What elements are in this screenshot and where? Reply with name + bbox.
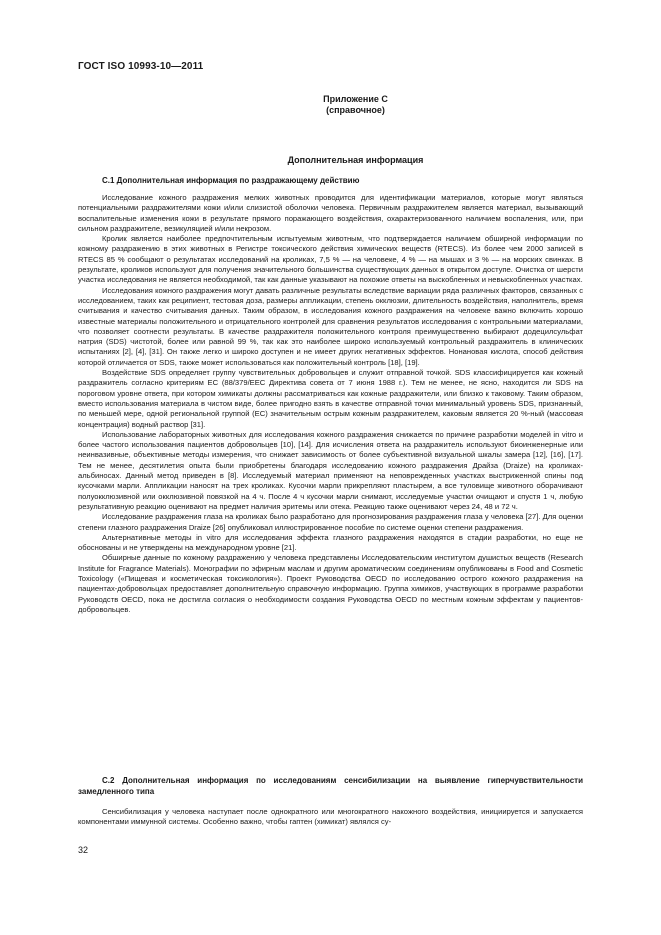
section-1-body [78, 193, 583, 615]
annex-type: (справочное) [326, 105, 385, 115]
paragraph: Исследование кожного раздражения мелких животных проводится для идентификации материалов, которые могут являться потенциальными раздражителями кожи и/или слизистой оболочки человека. Первичным раздражителем является материал, вызывающий воспалительные изменения кожи в результате прямого поражающего воздействия, охарактеризованного наличием воспаления, или, при сильном раздражителе, везикуляцией и/или некрозом. [78, 193, 583, 233]
paragraph: Использование лабораторных животных для исследования кожного раздражения снижается по причине разработки моделей in vitro и более частого использования пациентов добровольцев [10], [14]. Для исчисления ответа на раздражитель используют биоинженерные или неинвазивные, объективные методы измерения, что снижает зависимость от более субъективной визуальной шкалы замера [12], [16], [17]. Тем не менее, десятилетия опыта были приобретены благодаря исследованию кожного раздражения Драйза (Draize) на кроликах-альбиносах. Данный метод приведен в [8]. Исследуемый материал применяют на неповрежденных участках выстриженной спины под кусочками марли. Аппликации наносят на трех кроликах. Кусочки марли прикрепляют пластырем, а все туловище животного оборачивают полуокклюзивной или окклюзивной повязкой на 4 ч. После 4 ч кусочки марли снимают, исследуемые участки очищают и спустя 1 ч, любую результативную реакцию оценивают на предмет наличия эритемы или отека. Реакцию также оценивают через 24, 48 и 72 ч. [78, 429, 583, 511]
paragraph: Альтернативные методы in vitro для исследования эффекта глазного раздражения находятся в стадии разработки, но еще не обоснованы и не утверждены на международном уровне [21]. [78, 532, 583, 553]
standard-header: ГОСТ ISO 10993-10—2011 [78, 61, 204, 72]
section-2-heading: С.2 Дополнительная информация по исследованиям сенсибилизации на выявление гиперчувствительности замедленного типа [78, 776, 583, 796]
section-1-heading: С.1 Дополнительная информация по раздражающему действию [102, 176, 360, 185]
paragraph: Воздействие SDS определяет группу чувствительных добровольцев и служит отправной точкой. SDS классифицируется как кожный раздражитель согласно критериям ЕС (88/379/EEC Директива совета от 7 июня 1988 г.). Тем не менее, не ясно, находится ли SDS на пороговом уровне ответа, при котором химикаты должны рассматриваться как кожные раздражители, или близко к таковому. Таким образом, вместо использования материала в чистом виде, более пригодно взять в качестве отправной точки минимальный уровень SDS, признанный, по меньшей мере, одной региональной группой (ЕС) значительным острым кожным раздражителем, каковым является 20 %-ный (массовая концентрация) водный раствор [31]. [78, 368, 583, 429]
paragraph: Сенсибилизация у человека наступает после однократного или многократного накожного воздействия, инициируется и запускается компонентами иммунной системы. Особенно важно, чтобы гаптен (химикат) являлся су- [78, 807, 583, 827]
annex-title: Приложение С [323, 94, 388, 104]
section-2-body [78, 807, 583, 828]
paragraph: Кролик является наиболее предпочтительным испытуемым животным, что подтверждается наличием обширной информации по кожному раздражению в этих животных в Регистре токсического действия химических веществ (RTECS). Из более чем 2000 записей в RTECS 85 % сообщают о результатах исследований на кроликах, 7,5 % — на человеке, 4 % — на мышах и 3 % — на морских свинках. В результате, кроликов используют для получения значительного большинства существующих данных в открытом доступе. Очистка от шерсти участка исследования не является необходимой, так как данные указывают на похожие ответы на выскобленных и невыскобленных участках. [78, 234, 583, 285]
page-number: 32 [78, 845, 89, 855]
paragraph: Исследование раздражения глаза на кроликах было разработано для прогнозирования раздражения глаза у человека [27]. Для оценки степени глазного раздражения Draize [26] опубликовал иллюстрированное пособие по системе оценки степени раздражения. [78, 512, 583, 532]
paragraph: Обширные данные по кожному раздражению у человека представлены Исследовательским институтом душистых веществ (Research Institute for Fragrance Materials). Монографии по эфирным маслам и другим ароматическим соединениям опубликованы в Food and Cosmetic Toxicology («Пищевая и косметическая токсикология»). Проект Руководства OECD по исследованию острого кожного раздражения на пациентах-добровольцах предоставляет дополнительную справочную информацию. Группа химиков, участвующих в программе разработки Руководств OECD, пока не достигла согласия о необходимости создания Руководства OECD по местным кожным эффектам у пациентов-добровольцев. [78, 553, 583, 614]
page-title: Дополнительная информация [287, 155, 424, 165]
paragraph: Исследования кожного раздражения могут давать различные результаты вследствие вариации ряда различных факторов, связанных с исследованием, таких как реципиент, тестовая доза, размеры аппликации, степень окклюзии, длительность воздействия, наполнитель, время считывания и качество считывания данных. Таким образом, в исследования кожного раздражения на человеке важно включить хорошо известные материалы положительного и отрицательного контролей для сравнения результатов исследования с контрольными материалами, что позволяет соотнести результаты. В качестве раздражителя положительного контроля преимущественно выбирают додецилсульфат натрия (SDS) чистотой, более или равной 99 %, так как это наиболее широко используемый контрольный раздражитель в клинических испытаниях [2], [4], [31]. Он также легко и широко доступен и не имеет других негативных эффектов. Нонановая кислота, способ действия которой отличается от SDS, также может использоваться как положительный контроль [18], [19]. [78, 285, 583, 367]
